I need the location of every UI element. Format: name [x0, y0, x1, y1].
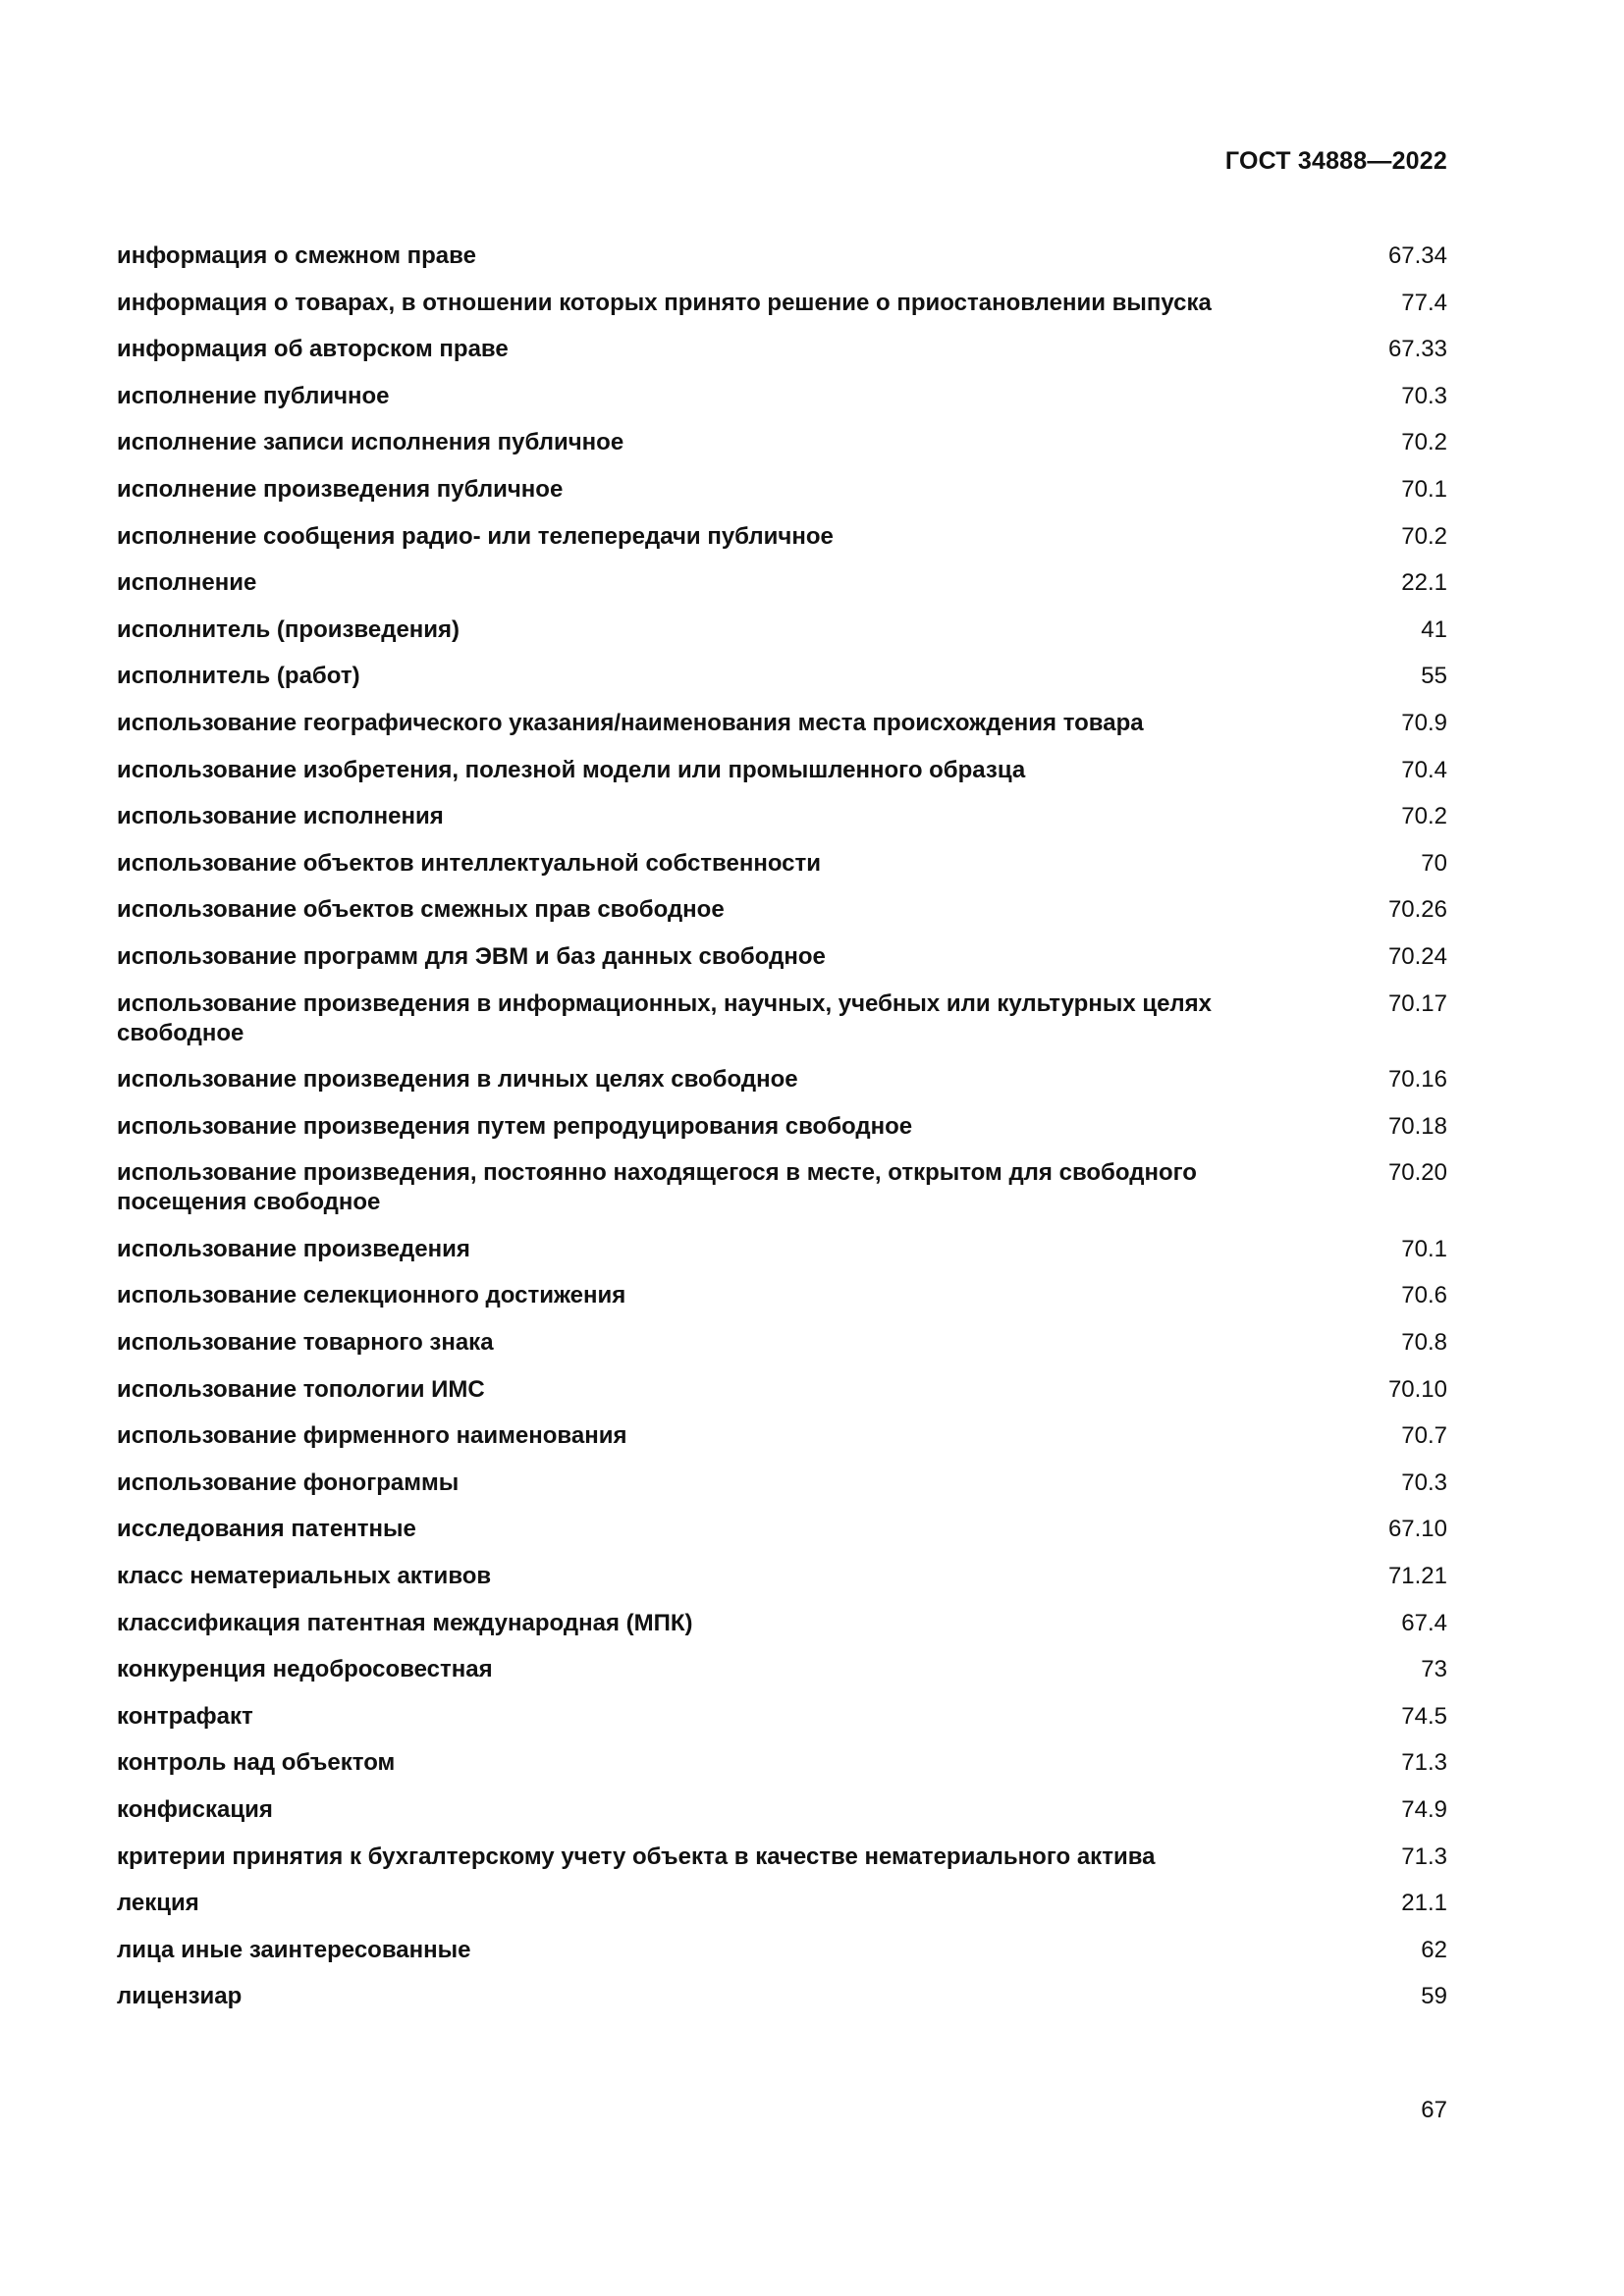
index-entry: [117, 1562, 1447, 1591]
entry-term: использование товарного знака: [117, 1329, 494, 1357]
entry-reference: 71.3: [1401, 1749, 1447, 1777]
entry-term: использование произведения: [117, 1235, 470, 1262]
entry-term: информация об авторском праве: [117, 336, 509, 363]
entry-reference: 67.10: [1387, 1516, 1447, 1543]
entry-reference: 21.1: [1401, 1890, 1447, 1917]
index-entry: [117, 1515, 1447, 1544]
entry-reference: 71.21: [1387, 1563, 1447, 1590]
entry-term: использование изобретения, полезной модели или промышленного образца: [117, 756, 1026, 783]
entry-reference: 70.1: [1401, 475, 1447, 503]
entry-reference: 70.16: [1387, 1066, 1447, 1094]
entry-reference: 70.3: [1401, 382, 1447, 409]
entry-reference: 70.7: [1401, 1422, 1447, 1450]
entry-term: лица иные заинтересованные: [117, 1936, 471, 1963]
entry-term: критерии принятия к бухгалтерскому учету объекта в качестве нематериального актива: [117, 1842, 1156, 1870]
entry-reference: 70.24: [1387, 942, 1447, 970]
entry-term: информация о смежном праве: [117, 242, 476, 269]
entry-reference: 70.2: [1401, 429, 1447, 456]
entry-reference: 74.9: [1401, 1796, 1447, 1823]
index-entry: [117, 1235, 1447, 1264]
entry-reference: 70.4: [1401, 756, 1447, 783]
entry-term: использование программ для ЭВМ и баз данных свободное: [117, 942, 826, 970]
entry-term: контроль над объектом: [117, 1749, 396, 1777]
entry-term: исполнение сообщения радио- или телепередачи публичное: [117, 522, 834, 550]
entry-reference: 70.6: [1401, 1282, 1447, 1309]
entry-term: конкуренция недобросовестная: [117, 1656, 493, 1683]
entry-reference: 59: [1421, 1983, 1447, 2010]
entry-term: лицензиар: [117, 1983, 243, 2010]
index-entry: [117, 1609, 1447, 1638]
index-entry: [117, 942, 1447, 972]
entry-term: классификация патентная международная (МПК): [117, 1609, 693, 1636]
entry-term: лекция: [117, 1890, 199, 1917]
entry-term: исполнение публичное: [117, 382, 390, 409]
entry-reference: 77.4: [1401, 289, 1447, 316]
entry-reference: 70.2: [1401, 803, 1447, 830]
entry-term: использование произведения в личных целях свободное: [117, 1066, 798, 1094]
entry-term: исполнение: [117, 569, 257, 597]
index-entry: [117, 1375, 1447, 1405]
entry-term: использование произведения в информационных, научных, учебных или культурных целях свободное: [117, 989, 1213, 1046]
entry-term: использование объектов смежных прав свободное: [117, 896, 725, 924]
entry-term: использование фирменного наименования: [117, 1422, 627, 1450]
entry-term: конфискация: [117, 1796, 273, 1823]
index-entry: [117, 756, 1447, 785]
entry-reference: 55: [1421, 663, 1447, 690]
entry-term: контрафакт: [117, 1702, 253, 1730]
entry-reference: 67.33: [1387, 336, 1447, 363]
entry-term: использование селекционного достижения: [117, 1282, 626, 1309]
entry-reference: 70.3: [1401, 1468, 1447, 1496]
entry-term: информация о товарах, в отношении которых принято решение о приостановлении выпуска: [117, 289, 1212, 316]
index-entry: [117, 1842, 1447, 1872]
index-entry: [117, 1468, 1447, 1498]
index-entry: [117, 475, 1447, 505]
index-entry: [117, 1328, 1447, 1358]
index-entry: [117, 1889, 1447, 1918]
index-entry: [117, 1112, 1447, 1142]
index-entry: [117, 1281, 1447, 1310]
index-entry: [117, 335, 1447, 364]
index-entry: [117, 1702, 1447, 1732]
index-entry: [117, 895, 1447, 925]
entry-reference: 70.2: [1401, 522, 1447, 550]
index-entry: [117, 522, 1447, 552]
index-entry: [117, 1065, 1447, 1095]
entry-term: использование фонограммы: [117, 1468, 460, 1496]
index-entry: [117, 241, 1447, 271]
entry-term: исполнение произведения публичное: [117, 475, 564, 503]
entry-term: использование географического указания/наименования места происхождения товара: [117, 709, 1144, 736]
entry-reference: 70.18: [1387, 1112, 1447, 1140]
entry-reference: 62: [1421, 1936, 1447, 1963]
entry-reference: 67.4: [1401, 1609, 1447, 1636]
entry-reference: 73: [1421, 1656, 1447, 1683]
entry-term: использование объектов интеллектуальной собственности: [117, 849, 822, 877]
index-entry: [117, 989, 1447, 1048]
index-entry: [117, 1795, 1447, 1825]
index-entry: [117, 289, 1447, 318]
page-number: 67: [1421, 2097, 1447, 2123]
index-entry: [117, 568, 1447, 598]
entry-reference: 41: [1421, 615, 1447, 643]
document-header: ГОСТ 34888—2022: [1224, 147, 1447, 175]
entry-reference: 70.8: [1401, 1329, 1447, 1357]
index-entry: [117, 709, 1447, 738]
index-entry: [117, 1982, 1447, 2011]
entry-reference: 70.26: [1387, 896, 1447, 924]
entry-term: использование исполнения: [117, 803, 444, 830]
index-entry: [117, 1158, 1447, 1217]
entry-term: использование произведения, постоянно находящегося в месте, открытом для свободного посещения свободное: [117, 1159, 1197, 1216]
index-entry: [117, 615, 1447, 645]
entry-term: исполнитель (работ): [117, 663, 360, 690]
index-entry: [117, 1655, 1447, 1684]
entry-reference: 67.34: [1387, 242, 1447, 269]
entry-reference: 70.9: [1401, 709, 1447, 736]
entry-reference: 71.3: [1401, 1842, 1447, 1870]
entry-term: использование топологии ИМС: [117, 1375, 485, 1403]
index-entry: [117, 1936, 1447, 1965]
index-entry: [117, 662, 1447, 691]
entry-reference: 70.17: [1387, 989, 1447, 1017]
index-entry: [117, 802, 1447, 831]
entry-reference: 74.5: [1401, 1702, 1447, 1730]
index-entry: [117, 1421, 1447, 1451]
entry-reference: 70.10: [1387, 1375, 1447, 1403]
entry-term: класс нематериальных активов: [117, 1563, 492, 1590]
entry-reference: 70.20: [1387, 1159, 1447, 1187]
entry-reference: 70.1: [1401, 1235, 1447, 1262]
entry-reference: 70: [1421, 849, 1447, 877]
index-entry: [117, 382, 1447, 411]
entry-term: использование произведения путем репродуцирования свободное: [117, 1112, 913, 1140]
index-entry: [117, 428, 1447, 457]
entry-term: исполнитель (произведения): [117, 615, 460, 643]
index-entry: [117, 849, 1447, 879]
entry-term: исполнение записи исполнения публичное: [117, 429, 624, 456]
entry-term: исследования патентные: [117, 1516, 416, 1543]
entry-reference: 22.1: [1401, 569, 1447, 597]
index-list: [117, 241, 1447, 2029]
index-entry: [117, 1748, 1447, 1778]
